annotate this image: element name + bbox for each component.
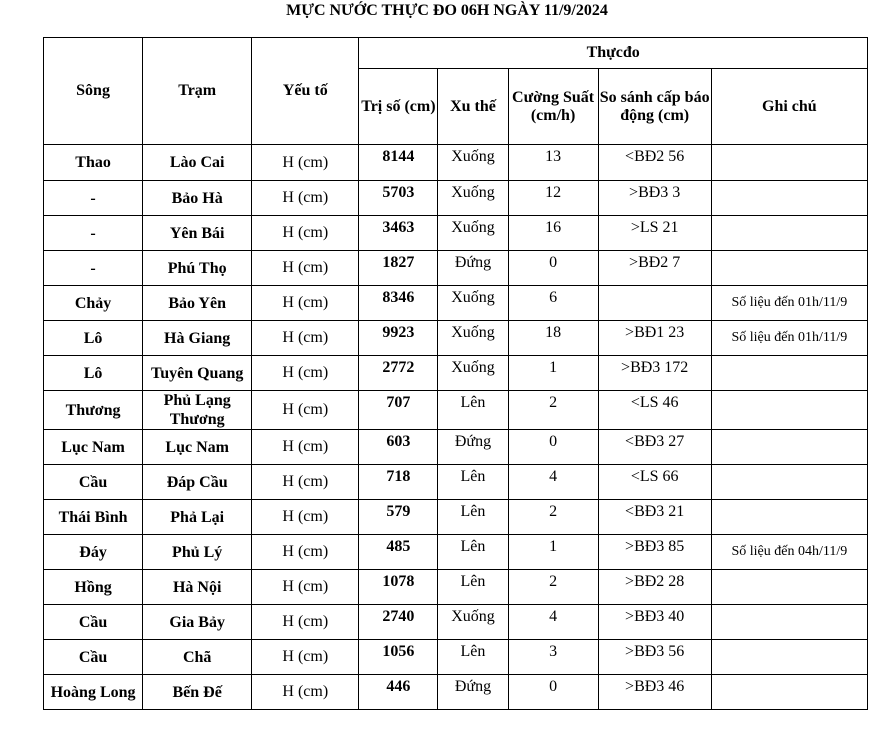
station-cell: Bảo Yên (143, 286, 252, 321)
station-cell: Phả Lại (143, 500, 252, 535)
table-row (44, 321, 868, 356)
river-cell: Thái Bình (44, 500, 143, 535)
value-cell: 2740 (359, 605, 438, 640)
element-cell: H (cm) (252, 391, 359, 430)
trend-cell: Lên (438, 570, 508, 605)
compare-cell: >BĐ3 3 (598, 181, 711, 216)
compare-cell: >BĐ2 28 (598, 570, 711, 605)
value-cell: 5703 (359, 181, 438, 216)
river-cell: Cầu (44, 605, 143, 640)
compare-cell: <BĐ3 21 (598, 500, 711, 535)
element-cell: H (cm) (252, 145, 359, 181)
value-cell: 2772 (359, 356, 438, 391)
rate-cell: 3 (508, 640, 598, 675)
element-cell: H (cm) (252, 181, 359, 216)
river-cell: Đáy (44, 535, 143, 570)
station-cell: Đáp Cầu (143, 465, 252, 500)
value-cell: 718 (359, 465, 438, 500)
station-cell: Phủ Lý (143, 535, 252, 570)
station-cell: Hà Nội (143, 570, 252, 605)
table-row (44, 500, 868, 535)
element-cell: H (cm) (252, 465, 359, 500)
table-row (44, 286, 868, 321)
note-cell (711, 570, 867, 605)
station-cell: Chã (143, 640, 252, 675)
trend-cell: Đứng (438, 675, 508, 710)
trend-cell: Đứng (438, 251, 508, 286)
table-row (44, 251, 868, 286)
value-cell: 707 (359, 391, 438, 430)
station-cell: Lục Nam (143, 430, 252, 465)
element-cell: H (cm) (252, 321, 359, 356)
page-title: MỰC NƯỚC THỰC ĐO 06H NGÀY 11/9/2024 (286, 2, 608, 19)
river-cell: Cầu (44, 465, 143, 500)
compare-cell: >BĐ3 85 (598, 535, 711, 570)
note-cell (711, 356, 867, 391)
trend-cell: Xuống (438, 181, 508, 216)
header-note: Ghi chú (711, 69, 867, 145)
compare-cell: <BĐ2 56 (598, 145, 711, 181)
element-cell: H (cm) (252, 640, 359, 675)
header-compare: So sánh cấp báo động (cm) (598, 69, 711, 145)
table-row (44, 216, 868, 251)
note-cell (711, 500, 867, 535)
compare-cell: <BĐ3 27 (598, 430, 711, 465)
river-cell: Thương (44, 391, 143, 430)
compare-cell: >BĐ2 7 (598, 251, 711, 286)
table-row (44, 605, 868, 640)
compare-cell: >BĐ3 56 (598, 640, 711, 675)
header-value: Trị số (cm) (359, 69, 438, 145)
note-cell (711, 465, 867, 500)
rate-cell: 0 (508, 251, 598, 286)
rate-cell: 2 (508, 570, 598, 605)
water-level-table (43, 37, 868, 710)
value-cell: 9923 (359, 321, 438, 356)
trend-cell: Xuống (438, 286, 508, 321)
note-cell: Số liệu đến 01h/11/9 (711, 286, 867, 321)
element-cell: H (cm) (252, 216, 359, 251)
table-row (44, 640, 868, 675)
table-body (44, 145, 868, 710)
river-cell: Cầu (44, 640, 143, 675)
rate-cell: 4 (508, 465, 598, 500)
element-cell: H (cm) (252, 500, 359, 535)
element-cell: H (cm) (252, 251, 359, 286)
compare-cell: >BĐ3 46 (598, 675, 711, 710)
rate-cell: 0 (508, 430, 598, 465)
river-cell: Lô (44, 356, 143, 391)
rate-cell: 4 (508, 605, 598, 640)
river-cell: - (44, 181, 143, 216)
value-cell: 485 (359, 535, 438, 570)
value-cell: 579 (359, 500, 438, 535)
element-cell: H (cm) (252, 356, 359, 391)
element-cell: H (cm) (252, 430, 359, 465)
trend-cell: Lên (438, 535, 508, 570)
river-cell: Chảy (44, 286, 143, 321)
value-cell: 1056 (359, 640, 438, 675)
value-cell: 8144 (359, 145, 438, 181)
river-cell: - (44, 251, 143, 286)
element-cell: H (cm) (252, 605, 359, 640)
header-measured-group: Thựcđo (359, 38, 868, 69)
rate-cell: 1 (508, 356, 598, 391)
river-cell: Lục Nam (44, 430, 143, 465)
table-row (44, 391, 868, 430)
table-row (44, 465, 868, 500)
trend-cell: Xuống (438, 356, 508, 391)
station-cell: Tuyên Quang (143, 356, 252, 391)
rate-cell: 16 (508, 216, 598, 251)
river-cell: - (44, 216, 143, 251)
note-cell (711, 181, 867, 216)
note-cell (711, 391, 867, 430)
river-cell: Lô (44, 321, 143, 356)
river-cell: Thao (44, 145, 143, 181)
element-cell: H (cm) (252, 286, 359, 321)
note-cell (711, 216, 867, 251)
element-cell: H (cm) (252, 535, 359, 570)
station-cell: Hà Giang (143, 321, 252, 356)
rate-cell: 18 (508, 321, 598, 356)
compare-cell: >BĐ3 172 (598, 356, 711, 391)
rate-cell: 6 (508, 286, 598, 321)
value-cell: 8346 (359, 286, 438, 321)
table-row (44, 675, 868, 710)
note-cell (711, 605, 867, 640)
table-row (44, 181, 868, 216)
rate-cell: 2 (508, 500, 598, 535)
trend-cell: Lên (438, 640, 508, 675)
station-cell: Phủ Lạng Thương (143, 391, 252, 430)
trend-cell: Đứng (438, 430, 508, 465)
rate-cell: 12 (508, 181, 598, 216)
compare-cell (598, 286, 711, 321)
value-cell: 3463 (359, 216, 438, 251)
trend-cell: Xuống (438, 605, 508, 640)
table-row (44, 145, 868, 181)
element-cell: H (cm) (252, 570, 359, 605)
station-cell: Bảo Hà (143, 181, 252, 216)
header-trend: Xu thế (438, 69, 508, 145)
station-cell: Bến Đế (143, 675, 252, 710)
trend-cell: Xuống (438, 145, 508, 181)
compare-cell: >BĐ1 23 (598, 321, 711, 356)
station-cell: Lào Cai (143, 145, 252, 181)
value-cell: 446 (359, 675, 438, 710)
station-cell: Gia Bảy (143, 605, 252, 640)
note-cell (711, 251, 867, 286)
trend-cell: Xuống (438, 321, 508, 356)
value-cell: 603 (359, 430, 438, 465)
table-row (44, 430, 868, 465)
river-cell: Hoàng Long (44, 675, 143, 710)
value-cell: 1827 (359, 251, 438, 286)
compare-cell: >LS 21 (598, 216, 711, 251)
rate-cell: 2 (508, 391, 598, 430)
compare-cell: <LS 46 (598, 391, 711, 430)
value-cell: 1078 (359, 570, 438, 605)
station-cell: Phú Thọ (143, 251, 252, 286)
river-cell: Hồng (44, 570, 143, 605)
station-cell: Yên Bái (143, 216, 252, 251)
note-cell: Số liệu đến 01h/11/9 (711, 321, 867, 356)
trend-cell: Lên (438, 391, 508, 430)
table-row (44, 570, 868, 605)
rate-cell: 13 (508, 145, 598, 181)
note-cell (711, 640, 867, 675)
compare-cell: <LS 66 (598, 465, 711, 500)
trend-cell: Xuống (438, 216, 508, 251)
note-cell (711, 430, 867, 465)
table-row (44, 356, 868, 391)
table-row (44, 535, 868, 570)
note-cell (711, 145, 867, 181)
header-station: Trạm (143, 38, 252, 145)
header-element: Yếu tố (252, 38, 359, 145)
rate-cell: 0 (508, 675, 598, 710)
header-river: Sông (44, 38, 143, 145)
trend-cell: Lên (438, 465, 508, 500)
header-rate: Cường Suất (cm/h) (508, 69, 598, 145)
note-cell (711, 675, 867, 710)
compare-cell: >BĐ3 40 (598, 605, 711, 640)
note-cell: Số liệu đến 04h/11/9 (711, 535, 867, 570)
trend-cell: Lên (438, 500, 508, 535)
element-cell: H (cm) (252, 675, 359, 710)
rate-cell: 1 (508, 535, 598, 570)
